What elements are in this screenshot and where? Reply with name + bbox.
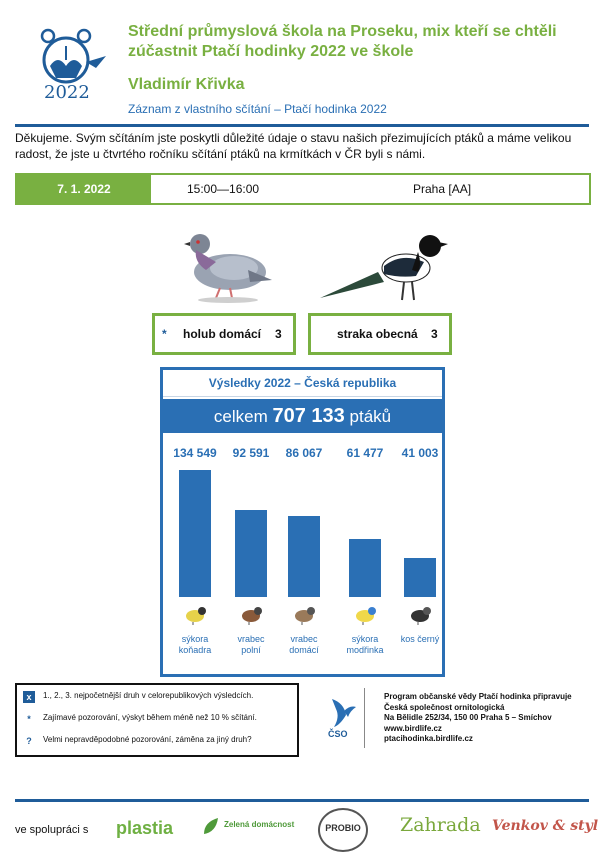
legend-mark: * bbox=[27, 714, 31, 724]
bird-mark: * bbox=[162, 327, 167, 341]
bar-category-label: kos černý bbox=[400, 634, 440, 644]
partner-name: Zelená domácnost bbox=[224, 820, 295, 829]
legend-text: Velmi nepravděpodobné pozorování, záměna za jiný druh? bbox=[43, 735, 252, 744]
program-line: Česká společnost ornitologická bbox=[384, 702, 505, 712]
bar bbox=[404, 558, 436, 597]
bar-category-label: sýkora koňadra bbox=[178, 634, 212, 655]
program-info bbox=[384, 692, 594, 745]
bird-card-straka bbox=[308, 313, 452, 355]
program-line: Program občanské vědy Ptačí hodinka připravuje bbox=[384, 692, 572, 701]
results-total bbox=[163, 399, 442, 433]
total-prefix: celkem bbox=[213, 407, 268, 426]
cso-logo bbox=[326, 695, 358, 743]
cso-label: ČSO bbox=[328, 729, 348, 739]
bar-category-label: vrabec polní bbox=[237, 634, 265, 655]
results-title: Výsledky 2022 – Česká republika bbox=[163, 370, 442, 397]
person-name: Vladimír Křivka bbox=[128, 76, 245, 93]
count-place: Praha [AA] bbox=[413, 182, 472, 196]
partner-plastia-logo: plastia bbox=[116, 818, 174, 838]
bird-icon bbox=[289, 603, 319, 625]
count-time: 15:00—16:00 bbox=[187, 182, 260, 196]
bar bbox=[288, 516, 320, 597]
legend-mark: x bbox=[23, 691, 35, 703]
legend-box bbox=[15, 683, 299, 757]
program-line: Na Bělidle 252/34, 150 00 Praha 5 – Smíchov bbox=[384, 713, 552, 722]
top-divider bbox=[15, 124, 589, 127]
bar-value-label: 61 477 bbox=[346, 446, 384, 460]
bird-icon bbox=[236, 603, 266, 625]
bar-value-label: 86 067 bbox=[285, 446, 323, 460]
total-value: 707 133 bbox=[272, 405, 345, 427]
bottom-divider bbox=[15, 799, 589, 802]
partner-probio-logo bbox=[318, 808, 368, 852]
legend-text: 1., 2., 3. nejpočetnější druh v celorepublikových výsledcích. bbox=[43, 691, 254, 700]
cooperation-label: ve spolupráci s bbox=[15, 824, 89, 836]
ptaci-hodinka-logo bbox=[36, 26, 108, 106]
bird-count: 3 bbox=[275, 327, 282, 341]
results-panel bbox=[160, 367, 445, 677]
bar-value-label: 134 549 bbox=[173, 446, 217, 460]
bird-icon bbox=[180, 603, 210, 625]
thanks-text: Děkujeme. Svým sčítáním jste poskytli důležité údaje o stavu našich přezimujících ptáků a máme velikou radost, že jste u čtvrtého ročníku sčítání ptáků na krmítkách v ČR byli s námi. bbox=[15, 131, 572, 161]
pigeon-illustration bbox=[176, 222, 276, 309]
bird-count: 3 bbox=[431, 327, 438, 341]
program-divider bbox=[364, 688, 365, 748]
bar-value-label: 41 003 bbox=[401, 446, 439, 460]
bar-value-label: 92 591 bbox=[232, 446, 270, 460]
partner-name: PROBIO bbox=[325, 823, 361, 833]
bird-icon bbox=[350, 603, 380, 625]
legend-text: Zajímavé pozorování, výskyt během méně než 10 % sčítání. bbox=[43, 713, 257, 722]
legend-mark: ? bbox=[26, 736, 32, 746]
program-link[interactable]: ptacihodinka.birdlife.cz bbox=[384, 734, 473, 743]
partner-venkov-styl-logo: Venkov & styl bbox=[492, 818, 599, 834]
bar bbox=[235, 510, 267, 597]
school-title: Střední průmyslová škola na Proseku, mix kteří se chtěli zúčastnit Ptačí hodinky 2022 ve škole bbox=[128, 23, 557, 60]
info-bar bbox=[15, 173, 591, 205]
bird-name: holub domácí bbox=[183, 327, 261, 341]
bar-category-label: vrabec domácí bbox=[289, 634, 319, 655]
bar-category-label: sýkora modřinka bbox=[346, 634, 384, 655]
total-suffix: ptáků bbox=[349, 407, 392, 426]
bird-name: straka obecná bbox=[337, 327, 418, 341]
logo-year: 2022 bbox=[44, 82, 90, 103]
count-date: 7. 1. 2022 bbox=[17, 175, 151, 203]
bird-icon bbox=[405, 603, 435, 625]
bird-card-holub bbox=[152, 313, 296, 355]
bar bbox=[179, 470, 211, 597]
bar bbox=[349, 539, 381, 597]
partner-zahrada-logo: Zahrada bbox=[400, 814, 481, 836]
record-subtitle: Záznam z vlastního sčítání – Ptačí hodinka 2022 bbox=[128, 102, 387, 116]
program-link[interactable]: www.birdlife.cz bbox=[384, 723, 442, 733]
magpie-illustration bbox=[318, 224, 448, 309]
